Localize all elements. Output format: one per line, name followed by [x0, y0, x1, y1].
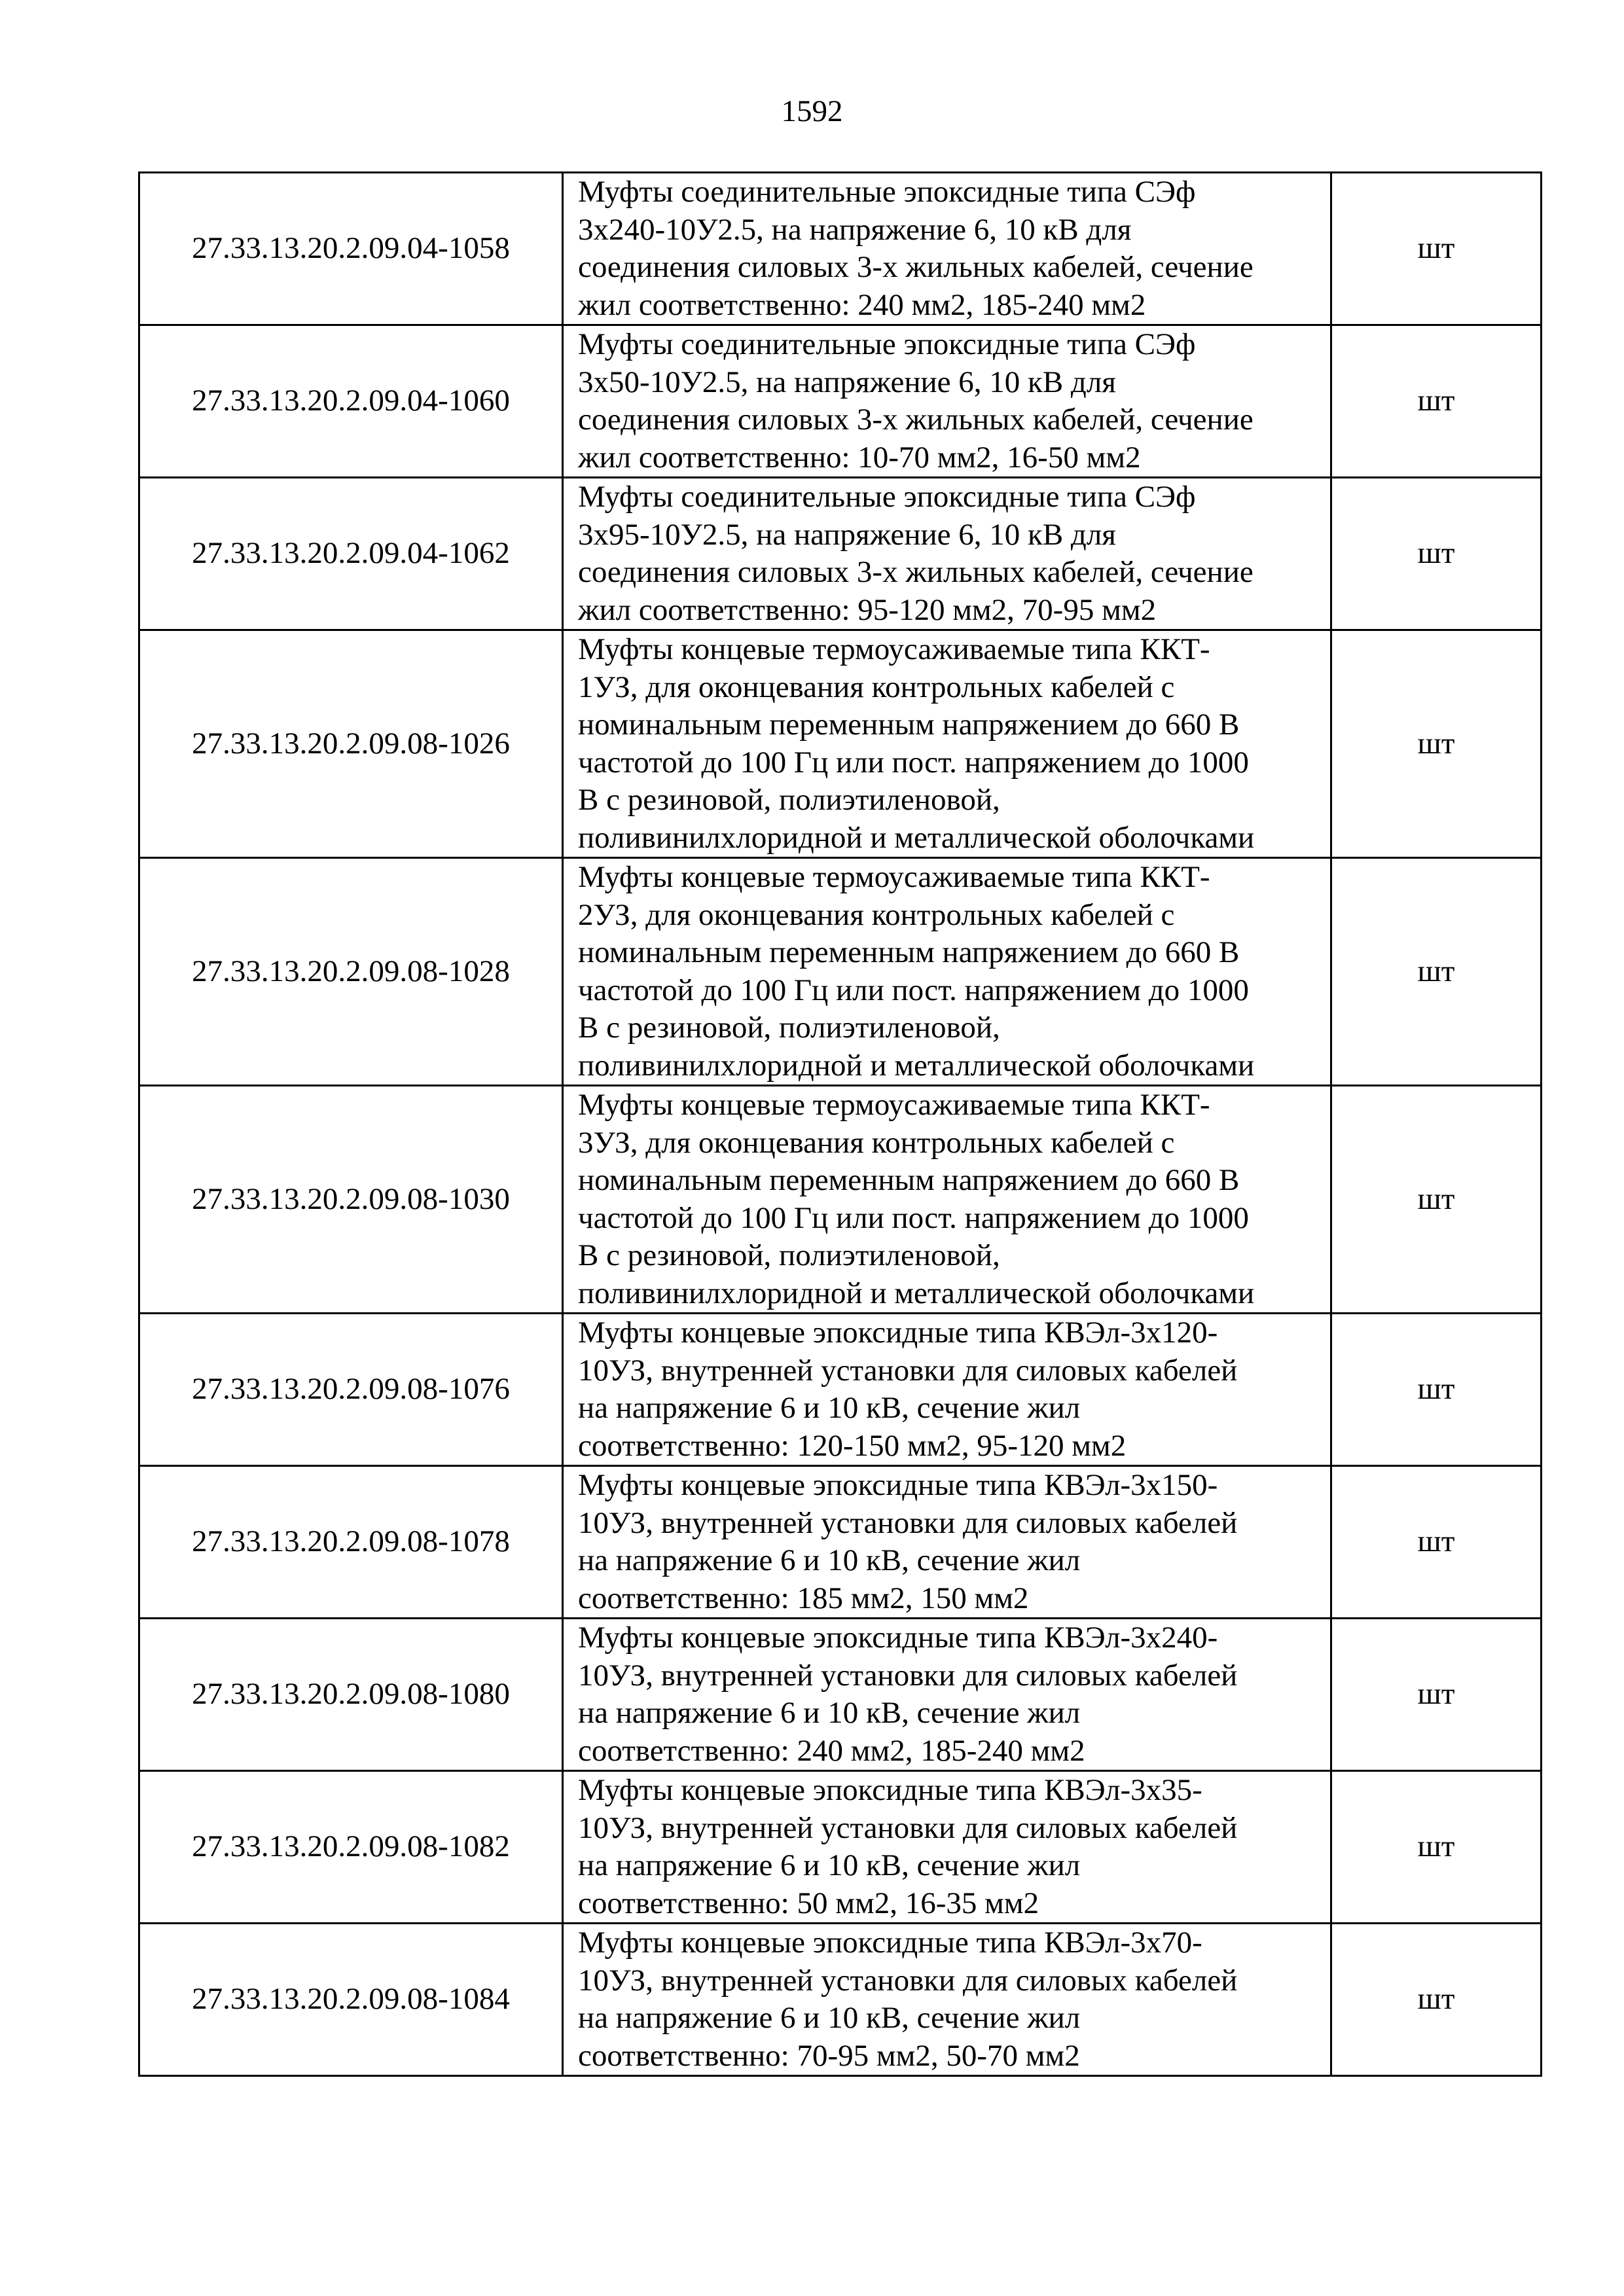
item-description-cell [563, 1619, 1331, 1771]
unit-cell: шт [1331, 1466, 1542, 1619]
description-line: Муфты концевые термоусаживаемые типа ККТ- [578, 1088, 1210, 1122]
table-row [139, 858, 1542, 1086]
unit-cell: шт [1331, 478, 1542, 630]
description-line: соответственно: 120-150 мм2, 95-120 мм2 [578, 1428, 1127, 1463]
description-line: на напряжение 6 и 10 кВ, сечение жил [578, 1391, 1081, 1425]
description-line: соответственно: 50 мм2, 16-35 мм2 [578, 1886, 1039, 1920]
table-row [139, 1466, 1542, 1619]
description-line: частотой до 100 Гц или пост. напряжением до 1000 [578, 973, 1249, 1007]
description-line: жил соответственно: 240 мм2, 185-240 мм2 [578, 287, 1146, 322]
item-description-cell [563, 1924, 1331, 2076]
description-line: Муфты концевые эпоксидные типа КВЭл-3х240- [578, 1621, 1218, 1655]
unit-cell: шт [1331, 1924, 1542, 2076]
description-line: В с резиновой, полиэтиленовой, [578, 783, 1000, 817]
item-description-cell [563, 1314, 1331, 1466]
description-line: номинальным переменным напряжением до 660 В [578, 935, 1240, 969]
description-line: Муфты соединительные эпоксидные типа СЭф [578, 480, 1196, 514]
description-line: поливинилхлоридной и металлической оболочками [578, 1276, 1255, 1310]
table-body [139, 173, 1542, 2076]
description-line: поливинилхлоридной и металлической оболочками [578, 820, 1255, 855]
description-line: Муфты концевые эпоксидные типа КВЭл-3х120- [578, 1316, 1218, 1350]
description-line: В с резиновой, полиэтиленовой, [578, 1238, 1000, 1272]
description-line: 3х240-10У2.5, на напряжение 6, 10 кВ для [578, 212, 1132, 247]
item-description-cell [563, 630, 1331, 858]
item-code-cell: 27.33.13.20.2.09.08-1078 [139, 1466, 563, 1619]
table-row [139, 173, 1542, 325]
table-row [139, 1314, 1542, 1466]
description-line: Муфты концевые эпоксидные типа КВЭл-3х70- [578, 1926, 1202, 1960]
unit-cell: шт [1331, 173, 1542, 325]
item-code-cell: 27.33.13.20.2.09.08-1076 [139, 1314, 563, 1466]
item-description-cell [563, 478, 1331, 630]
description-line: на напряжение 6 и 10 кВ, сечение жил [578, 1696, 1081, 1730]
description-line: частотой до 100 Гц или пост. напряжением до 1000 [578, 1200, 1249, 1235]
description-line: 3УЗ, для оконцевания контрольных кабелей с [578, 1125, 1175, 1160]
unit-cell: шт [1331, 1771, 1542, 1924]
item-code-cell: 27.33.13.20.2.09.04-1062 [139, 478, 563, 630]
table-row [139, 478, 1542, 630]
item-code-cell: 27.33.13.20.2.09.08-1026 [139, 630, 563, 858]
description-line: соответственно: 70-95 мм2, 50-70 мм2 [578, 2038, 1080, 2073]
unit-cell: шт [1331, 1619, 1542, 1771]
table-row [139, 325, 1542, 478]
description-line: 10УЗ, внутренней установки для силовых кабелей [578, 1963, 1238, 1998]
item-description-cell [563, 858, 1331, 1086]
description-line: соединения силовых 3-х жильных кабелей, сечение [578, 403, 1254, 437]
unit-cell: шт [1331, 325, 1542, 478]
description-line: Муфты соединительные эпоксидные типа СЭф [578, 327, 1196, 361]
item-code-cell: 27.33.13.20.2.09.08-1084 [139, 1924, 563, 2076]
description-line: 3х95-10У2.5, на напряжение 6, 10 кВ для [578, 517, 1116, 552]
description-line: Муфты концевые эпоксидные типа КВЭл-3х150- [578, 1468, 1218, 1502]
description-line: соединения силовых 3-х жильных кабелей, сечение [578, 555, 1254, 589]
table-row [139, 1771, 1542, 1924]
item-code-cell: 27.33.13.20.2.09.04-1058 [139, 173, 563, 325]
item-code-cell: 27.33.13.20.2.09.04-1060 [139, 325, 563, 478]
description-line: соединения силовых 3-х жильных кабелей, сечение [578, 250, 1254, 284]
description-line: 10УЗ, внутренней установки для силовых кабелей [578, 1658, 1238, 1693]
description-line: 1УЗ, для оконцевания контрольных кабелей с [578, 670, 1175, 704]
item-description-cell [563, 325, 1331, 478]
description-line: 3х50-10У2.5, на напряжение 6, 10 кВ для [578, 365, 1116, 399]
description-line: на напряжение 6 и 10 кВ, сечение жил [578, 1848, 1081, 1882]
unit-cell: шт [1331, 1086, 1542, 1314]
description-line: жил соответственно: 95-120 мм2, 70-95 мм2 [578, 592, 1157, 627]
item-code-cell: 27.33.13.20.2.09.08-1030 [139, 1086, 563, 1314]
item-code-cell: 27.33.13.20.2.09.08-1082 [139, 1771, 563, 1924]
description-line: номинальным переменным напряжением до 660 В [578, 1163, 1240, 1197]
description-line: частотой до 100 Гц или пост. напряжением до 1000 [578, 745, 1249, 780]
description-line: Муфты концевые эпоксидные типа КВЭл-3х35- [578, 1773, 1202, 1807]
unit-cell: шт [1331, 1314, 1542, 1466]
description-line: 10УЗ, внутренней установки для силовых кабелей [578, 1505, 1238, 1540]
description-line: Муфты концевые термоусаживаемые типа ККТ- [578, 860, 1210, 894]
description-line: 10УЗ, внутренней установки для силовых кабелей [578, 1810, 1238, 1845]
unit-cell: шт [1331, 630, 1542, 858]
description-line: жил соответственно: 10-70 мм2, 16-50 мм2 [578, 440, 1141, 475]
description-line: поливинилхлоридной и металлической оболочками [578, 1048, 1255, 1083]
description-line: на напряжение 6 и 10 кВ, сечение жил [578, 2001, 1081, 2035]
item-description-cell [563, 173, 1331, 325]
item-description-cell [563, 1771, 1331, 1924]
description-line: В с резиновой, полиэтиленовой, [578, 1011, 1000, 1045]
item-code-cell: 27.33.13.20.2.09.08-1028 [139, 858, 563, 1086]
table-row [139, 630, 1542, 858]
item-description-cell [563, 1086, 1331, 1314]
table-row [139, 1924, 1542, 2076]
table-row [139, 1619, 1542, 1771]
item-code-cell: 27.33.13.20.2.09.08-1080 [139, 1619, 563, 1771]
unit-cell: шт [1331, 858, 1542, 1086]
description-line: соответственно: 240 мм2, 185-240 мм2 [578, 1733, 1085, 1768]
description-line: Муфты концевые термоусаживаемые типа ККТ- [578, 632, 1210, 666]
spec-table [138, 171, 1542, 2077]
description-line: соответственно: 185 мм2, 150 мм2 [578, 1581, 1029, 1615]
table-row [139, 1086, 1542, 1314]
item-description-cell [563, 1466, 1331, 1619]
page-number: 1592 [781, 94, 843, 128]
description-line: номинальным переменным напряжением до 660 В [578, 708, 1240, 742]
description-line: Муфты соединительные эпоксидные типа СЭф [578, 175, 1196, 209]
description-line: на напряжение 6 и 10 кВ, сечение жил [578, 1543, 1081, 1577]
description-line: 2УЗ, для оконцевания контрольных кабелей с [578, 897, 1175, 932]
description-line: 10УЗ, внутренней установки для силовых кабелей [578, 1353, 1238, 1388]
